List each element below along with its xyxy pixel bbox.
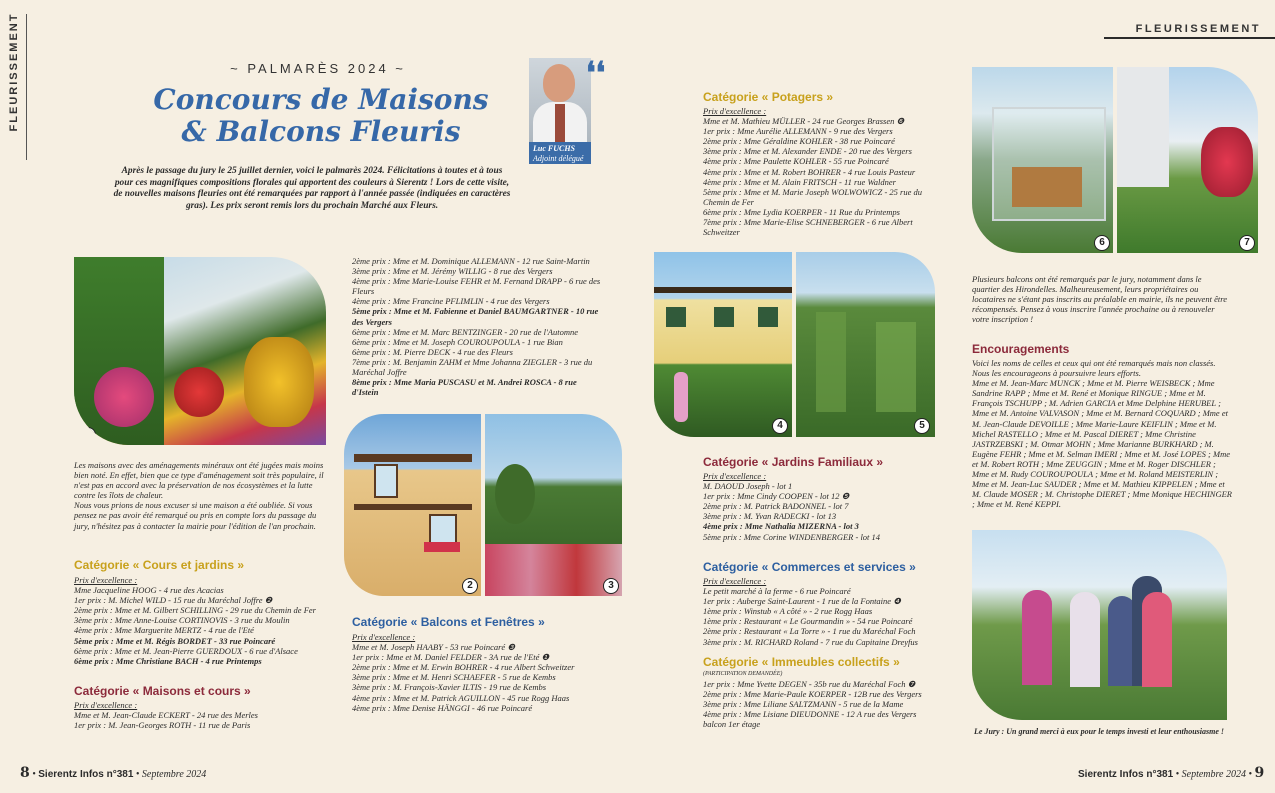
potagers-title: Catégorie « Potagers » [703, 90, 834, 104]
list-item: 3ème prix : M. Yvan RADECKI - lot 13 [703, 511, 837, 522]
list-item: 2ème prix : Mme et M. Gilbert SCHILLING - 29 rue du Chemin de Fer [74, 605, 316, 616]
list-item: M. DAOUD Joseph - lot 1 [703, 481, 793, 492]
list-item: 5ème prix : Mme et M. Régis BORDET - 33 rue Poincaré [74, 635, 276, 646]
author-card [529, 142, 591, 164]
section-label-left: FLEURISSEMENT [8, 12, 20, 132]
list-item: Mme et M. Mathieu MÜLLER - 24 rue Georges Brassen ❻ [703, 116, 905, 127]
list-item: Le petit marché à la ferme - 6 rue Poincaré [703, 586, 851, 597]
mineral-note-p2: Nous vous prions de nous excuser si une maison a été oubliée. Si vous pensez ne pas avoir été remarqué ou pris en compte lors du passage du jury, n'hésitez pas à contacter la mairie pour l'édition de l'an prochain. [74, 500, 317, 531]
maisons-cours-continued-list [352, 256, 604, 397]
photo-number-7: 7 [1239, 235, 1255, 251]
jury-caption: Le Jury : Un grand merci à eux pour le temps investi et leur enthousiasme ! [974, 727, 1225, 736]
encouragements-intro: Voici les noms de celles et ceux qui ont été remarqués mais non classés. Nous les encourageons à poursuivre leurs efforts. [972, 358, 1216, 379]
photo-4 [654, 252, 792, 437]
list-item: 6ème prix : Mme Lydia KOERPER - 11 Rue du Printemps [703, 206, 900, 217]
balcons-excellence: Prix d'excellence : [352, 632, 416, 642]
page-number-right: 9 [1254, 765, 1265, 781]
list-item: 5ème prix : Mme et M. Fabienne et Daniel BAUMGARTNER - 10 rue des Vergers [352, 306, 599, 327]
list-item: 3ème prix : M. RICHARD Roland - 7 rue du Capitaine Dreyfus [703, 636, 918, 647]
list-item: 3ème prix : M. François-Xavier ILTIS - 19 rue de Kembs [352, 682, 547, 693]
list-item: 1er prix : Mme Aurélie ALLEMANN - 9 rue des Vergers [703, 126, 893, 137]
list-item: 3ème prix : Mme et M. Henri SCHAEFER - 5 rue de Kembs [352, 672, 556, 683]
potagers-list [703, 106, 931, 237]
header-rule [1104, 37, 1275, 39]
list-item: 6ème prix : Mme et M. Joseph COUROUPOULA - 1 rue Bian [352, 336, 563, 347]
cours-jardins-list [74, 575, 336, 666]
list-item: 5ème prix : Mme et M. Marie Joseph WOLWOWICZ - 25 rue du Chemin de Fer [703, 186, 922, 207]
author-photo [529, 58, 591, 142]
balcons-title: Catégorie « Balcons et Fenêtres » [352, 615, 545, 629]
list-item: 4ème prix : Mme Marie-Louise FEHR et M. Fernand DRAPP - 6 rue des Fleurs [352, 276, 601, 297]
maisons-cours-list [74, 700, 336, 730]
list-item: 4ème prix : Mme et M. Robert BOHRER - 4 rue Louis Pasteur [703, 166, 916, 177]
photo-number-2: 2 [462, 578, 478, 594]
immeubles-subtitle: (PARTICIPATION DEMANDÉE) [703, 671, 783, 677]
photo-7 [1117, 67, 1258, 253]
list-item: 7ème prix : M. Benjamin ZAHM et Mme Johanna ZIEGLER - 3 rue du Maréchal Joffre [352, 356, 593, 378]
issue-date-right: Septembre 2024 [1181, 769, 1246, 780]
cours-jardins-title: Catégorie « Cours et jardins » [74, 558, 245, 572]
footer-left: 8 • Sierentz Infos n°381 • Septembre 2024 [20, 765, 207, 781]
encouragements-text [972, 358, 1232, 509]
photo-2 [344, 414, 481, 596]
list-item: 4ème prix : Mme Francine PFLIMLIN - 4 rue des Vergers [352, 296, 550, 307]
photo-number-6: 6 [1094, 235, 1110, 251]
mineral-note-p1: Les maisons avec des aménagements minéraux ont été jugées mais moins bien noté. En effet, bien que ce type d'aménagement soit très populaire, il n'est pas en accord avec la préservation de nos écosystèmes et la lutte contre les îlots de chaleur. [74, 460, 324, 501]
list-item: 4ème prix : Mme Marguerite MERTZ - 4 rue de l'Eté [74, 625, 254, 636]
list-item: 4ème prix : Mme Nathalia MIZERNA - lot 3 [703, 521, 859, 532]
list-item: 1ème prix : Restaurant « Le Gourmandin » - 54 rue Poincaré [703, 616, 913, 627]
magazine-name-right: Sierentz Infos n°381 [1078, 769, 1174, 780]
list-item: 2ème prix : M. Patrick BADONNEL - lot 7 [703, 501, 849, 512]
balcons-list [352, 632, 604, 713]
list-item: 2ème prix : Restaurant « La Torre » - 1 rue du Maréchal Foch [703, 626, 916, 637]
list-item: 4ème prix : Mme et M. Alain FRITSCH - 11 rue Waldner [703, 176, 896, 187]
page-title: Concours de Maisons & Balcons Fleuris [153, 83, 489, 148]
list-item: 2ème prix : Mme et M. Erwin BOHRER - 4 rue Albert Schweitzer [352, 662, 575, 673]
list-item: Mme et M. Joseph HAABY - 53 rue Poincaré ❸ [352, 642, 515, 653]
author-role: Adjoint délégué [533, 154, 584, 163]
maisons-cours-title: Catégorie « Maisons et cours » [74, 684, 251, 698]
balcons-note: Plusieurs balcons ont été remarqués par le jury, notamment dans le quartier des Hirondelles. Malheureusement, leurs propriétaires ou locataires ne s'étant pas inscrits au préalable en mairie, ils ne peuvent être récompensés. Pensez à vous inscrire l'année prochaine ou à renouveler votre inscription ! [972, 274, 1227, 325]
list-item: 2ème prix : Mme Géraldine KOHLER - 38 rue Poincaré [703, 136, 895, 147]
photo-5 [796, 252, 935, 437]
list-item: 3ème prix : Mme Liliane SALTZMANN - 5 rue de la Mame [703, 699, 904, 710]
list-item: 3ème prix : Mme Anne-Louise CORTINOVIS - 3 rue du Moulin [74, 615, 290, 626]
page-number-left: 8 [20, 765, 30, 781]
mineral-note [74, 460, 324, 531]
list-item: 4ème prix : Mme Lisiane DIEUDONNE - 12 A rue des Vergers balcon 1er étage [703, 709, 917, 730]
magazine-name-left: Sierentz Infos n°381 [38, 769, 134, 780]
list-item: 1er prix : Auberge Saint-Laurent - 1 rue de la Fontaine ❹ [703, 596, 901, 607]
list-item: 1er prix : Mme Cindy COOPEN - lot 12 ❺ [703, 491, 850, 502]
intro-text: Après le passage du jury le 25 juillet dernier, voici le palmarès 2024. Félicitations à toutes et à tous pour ces magnifiques compositions florales qui apportent des couleurs à Sierentz ! Lors de cette visite, de nouvelles maisons fleuries ont été remarquées par rapport à l'année passée (indiquées en caractères gras). Les prix seront remis lors du prochain Marché aux Fleurs. [113, 166, 511, 211]
list-item: 7ème prix : Mme Marie-Elise SCHNEBERGER - 6 rue Albert Schweitzer [703, 217, 913, 238]
list-item: 1er prix : Mme et M. Daniel FELDER - 3A rue de l'Eté ❶ [352, 652, 550, 663]
list-item: 4ème prix : Mme Denise HÄNGGI - 46 rue Poincaré [352, 702, 533, 713]
list-item: 5ème prix : Mme Corine WINDENBERGER - lot 14 [703, 531, 881, 542]
side-divider [26, 14, 27, 160]
section-side-tab [4, 14, 22, 146]
encouragements-names: Mme et M. Jean-Marc MUNCK ; Mme et M. Pierre WEISBECK ; Mme Sandrine RAPP ; Mme et M. René et Monique RINGUE ; Mme et M. François TSCHUPP ; M. Adrien GARCIA et Mme Delphine HERUBEL ; Mme et M. Antoine VALVASON ; Mme et M. Bernard COQUARD ; Mme et M. Jean-Claude DEVOILLE ; Mme Marie-Laure KEIFLIN ; Mme et M. Michel RASTELLO ; Mme et M. Pascal DIERET ; Mme Christine JASTRZEBSKI ; M. Otmar MOHN ; Mme Marianne BURKHARD ; M. Eugène FEHR ; Mme et M. Selman IMERI ; Mme et M. José LOPES ; Mme et M. Robert ROTH ; Mme ZEUGGIN ; Mme et M. Roger DISCHLER ; Mme et M. Rudy COUROUPOULA ; Mme et M. Roland MEISTERLIN ; Mme et M. Jean-Luc SAUDER ; Mme et M. Mathieu KIPPELEN ; Mme et M. Claude MOSER ; M. Christophe DIERET ; Mme Monique HECHINGER ; Mme et M. René KEPPI. [972, 378, 1232, 510]
list-item: 6ème prix : Mme Christiane BACH - 4 rue Printemps [74, 655, 262, 666]
commerces-excellence: Prix d'excellence : [703, 576, 767, 586]
list-item: 6ème prix : M. Pierre DECK - 4 rue des Fleurs [352, 346, 513, 357]
cours-jardins-excellence: Prix d'excellence : [74, 575, 138, 585]
list-item: Mme et M. Jean-Claude ECKERT - 24 rue des Merles [74, 710, 258, 721]
photo-number-4: 4 [772, 418, 788, 434]
familiaux-title: Catégorie « Jardins Familiaux » [703, 455, 884, 469]
list-item: 2ème prix : Mme et M. Dominique ALLEMANN - 12 rue Saint-Martin [352, 256, 590, 266]
quote-icon: ❛❛ [586, 56, 606, 91]
photo-3 [485, 414, 622, 596]
photo-number-1: 1 [80, 427, 96, 443]
jury-photo [972, 530, 1227, 720]
commerces-title: Catégorie « Commerces et services » [703, 560, 916, 574]
list-item: 1er prix : Mme Yvette DEGEN - 35b rue du Maréchal Foch ❼ [703, 679, 916, 690]
list-item: Mme Jacqueline HOOG - 4 rue des Acacias [74, 585, 224, 596]
section-label-right: FLEURISSEMENT [1135, 23, 1261, 35]
familiaux-excellence: Prix d'excellence : [703, 471, 767, 481]
maisons-cours-excellence: Prix d'excellence : [74, 700, 138, 710]
list-item: 4ème prix : Mme Paulette KOHLER - 55 rue Poincaré [703, 156, 889, 167]
list-item: 1er prix : M. Michel WILD - 15 rue du Maréchal Joffre ❷ [74, 595, 273, 606]
author-name: Luc FUCHS [533, 144, 576, 153]
photo-number-3: 3 [603, 578, 619, 594]
list-item: 2ème prix : Mme Marie-Paule KOERPER - 12B rue des Vergers [703, 689, 922, 700]
list-item: 1er prix : M. Jean-Georges ROTH - 11 rue de Paris [74, 720, 251, 731]
potagers-excellence: Prix d'excellence : [703, 106, 767, 116]
list-item: 6ème prix : Mme et M. Marc BENTZINGER - 20 rue de l'Automne [352, 326, 578, 337]
issue-date-left: Septembre 2024 [141, 769, 207, 780]
photo-1 [74, 257, 326, 445]
encouragements-title: Encouragements [972, 342, 1070, 356]
list-item: 3ème prix : Mme et M. Jérémy WILLIG - 8 rue des Vergers [352, 266, 553, 277]
photo-number-5: 5 [914, 418, 930, 434]
list-item: 8ème prix : Mme Maria PUSCASU et M. Andrei ROSCA - 8 rue d'Istein [352, 377, 577, 398]
list-item: 4ème prix : Mme et M. Patrick AGUILLON - 45 rue Rogg Haas [352, 692, 570, 703]
immeubles-list [703, 669, 931, 730]
commerces-list [703, 576, 931, 647]
list-item: 3ème prix : Mme et M. Alexander ENDE - 20 rue des Vergers [703, 146, 912, 157]
list-item: 6ème prix : Mme et M. Jean-Pierre GUERDOUX - 6 rue d'Alsace [74, 645, 298, 656]
photo-6 [972, 67, 1113, 253]
list-item: 1ème prix : Winstub « A côté » - 2 rue Rogg Haas [703, 606, 873, 617]
immeubles-title: Catégorie « Immeubles collectifs » [703, 655, 900, 669]
footer-right: Sierentz Infos n°381 • Septembre 2024 • 9 [1078, 765, 1265, 781]
kicker: ~ PALMARÈS 2024 ~ [230, 61, 406, 76]
familiaux-list [703, 471, 931, 542]
